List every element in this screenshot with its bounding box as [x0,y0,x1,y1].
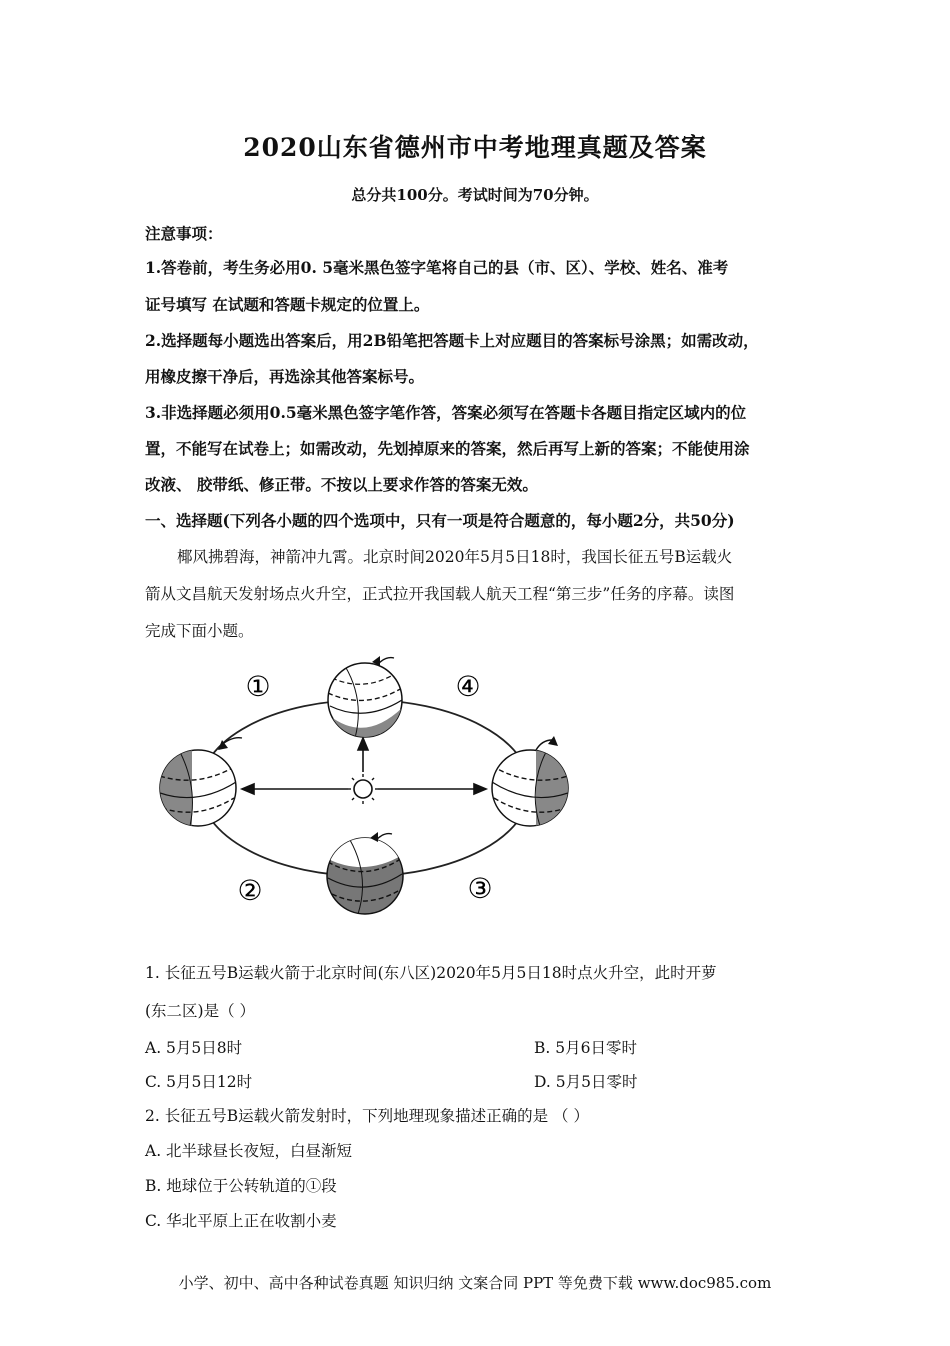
earth-position-bottom [326,832,404,914]
notice-item-3-line-1: 3.非选择题必须用0.5毫米黑色签字笔作答，答案必须写在答题卡各题目指定区域内的位 [145,403,747,422]
orbit-label-1: ① [245,670,271,703]
orbit-label-2: ② [237,874,263,907]
q1-stem-line-2: (东二区)是（ ） [145,1002,256,1020]
notice-item-2-line-2: 用橡皮擦干净后，再选涂其他答案标号。 [145,367,425,386]
q1-option-b: B. 5月6日零时 [534,1039,637,1057]
q2-option-b: B. 地球位于公转轨道的①段 [145,1177,337,1195]
orbit-label-4: ④ [455,670,481,703]
earth-position-top [328,656,402,743]
q1-option-a: A. 5月5日8时 [145,1039,243,1057]
earth-orbit-diagram [150,648,580,918]
q1-option-d: D. 5月5日零时 [534,1073,638,1091]
earth-position-right [492,736,570,828]
notice-item-3-line-3: 改液、 胶带纸、修正带。不按以上要求作答的答案无效。 [145,475,538,494]
notice-heading: 注意事项： [145,224,223,243]
intro-line-1: 椰风拂碧海，神箭冲九霄。北京时间2020年5月5日18时，我国长征五号B运载火 [177,548,733,566]
orbit-label-3: ③ [467,872,493,905]
notice-item-1-line-1: 1.答卷前，考生务必用0. 5毫米黑色签字笔将自己的县（市、区）、学校、姓名、准考 [145,258,729,277]
page-footer: 小学、初中、高中各种试卷真题 知识归纳 文案合同 PPT 等免费下载 www.doc985.com [178,1274,772,1292]
q1-stem-line-1: 1. 长征五号B运载火箭于北京时间(东八区)2020年5月5日18时点火升空，此时开萝 [145,964,717,982]
sun-icon [348,774,378,804]
intro-line-2: 箭从文昌航天发射场点火升空，正式拉开我国载人航天工程“第三步”任务的序幕。读图 [145,585,735,603]
intro-line-3: 完成下面小题。 [145,622,254,640]
q2-option-a: A. 北半球昼长夜短，白昼渐短 [145,1142,353,1160]
q1-option-c: C. 5月5日12时 [145,1073,253,1091]
q2-option-c: C. 华北平原上正在收割小麦 [145,1212,337,1230]
exam-info: 总分共100分。考试时间为70分钟。 [351,186,599,204]
section-heading: 一、选择题(下列各小题的四个选项中，只有一项是符合题意的，每小题2分，共50分) [145,511,735,530]
earth-position-left [158,738,242,828]
notice-item-3-line-2: 置，不能写在试卷上；如需改动，先划掉原来的答案，然后再写上新的答案；不能使用涂 [145,439,750,458]
notice-item-2-line-1: 2.选择题每小题选出答案后，用2B铅笔把答题卡上对应题目的答案标号涂黑；如需改动， [145,331,759,350]
q2-stem: 2. 长征五号B运载火箭发射时，下列地理现象描述正确的是 （ ） [145,1107,589,1125]
page-title: 2020山东省德州市中考地理真题及答案 [243,133,707,162]
notice-item-1-line-2: 证号填写 在试题和答题卡规定的位置上。 [145,295,430,314]
